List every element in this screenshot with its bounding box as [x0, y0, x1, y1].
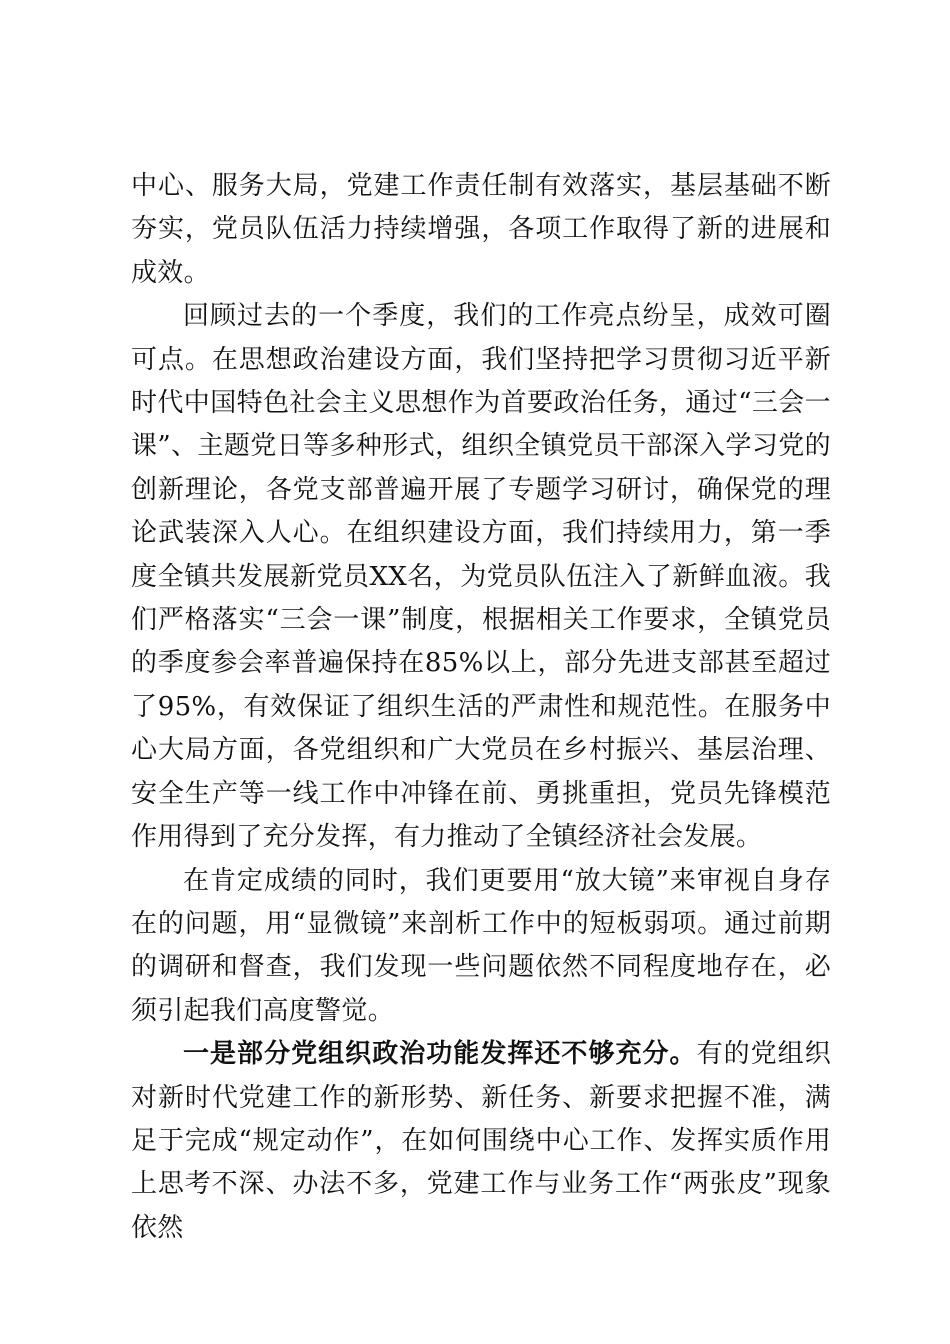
paragraph-4: [131, 1033, 831, 1250]
document-body: [131, 165, 831, 1250]
paragraph-1-text: 中心、服务大局，党建工作责任制有效落实，基层基础不断夯实，党员队伍活力持续增强，各项工作取得了新的进展和成效。: [131, 171, 831, 288]
paragraph-1: [131, 165, 831, 295]
paragraph-4-text: 有的党组织对新时代党建工作的新形势、新任务、新要求把握不准，满足于完成“规定动作”，在如何围绕中心工作、发挥实质作用上思考不深、办法不多，党建工作与业务工作“两张皮”现象依然: [131, 1039, 831, 1243]
paragraph-3-text: 在肯定成绩的同时，我们更要用“放大镜”来审视自身存在的问题，用“显微镜”来剖析工作中的短板弱项。通过前期的调研和督查，我们发现一些问题依然不同程度地存在，必须引起我们高度警觉。: [131, 865, 831, 1026]
paragraph-2: [131, 295, 831, 859]
paragraph-2-text: 回顾过去的一个季度，我们的工作亮点纷呈，成效可圈可点。在思想政治建设方面，我们坚持把学习贯彻习近平新时代中国特色社会主义思想作为首要政治任务，通过“三会一课”、主题党日等多种形式，组织全镇党员干部深入学习党的创新理论，各党支部普遍开展了专题学习研讨，确保党的理论武装深入人心。在组织建设方面，我们持续用力，第一季度全镇共发展新党员XX名，为党员队伍注入了新鲜血液。我们严格落实“三会一课”制度，根据相关工作要求，全镇党员的季度参会率普遍保持在85%以上，部分先进支部甚至超过了95%，有效保证了组织生活的严肃性和规范性。在服务中心大局方面，各党组织和广大党员在乡村振兴、基层治理、安全生产等一线工作中冲锋在前、勇挑重担，党员先锋模范作用得到了充分发挥，有力推动了全镇经济社会发展。: [131, 301, 831, 853]
paragraph-4-lead: 一是部分党组织政治功能发挥还不够充分。: [183, 1039, 697, 1070]
paragraph-3: [131, 860, 831, 1034]
